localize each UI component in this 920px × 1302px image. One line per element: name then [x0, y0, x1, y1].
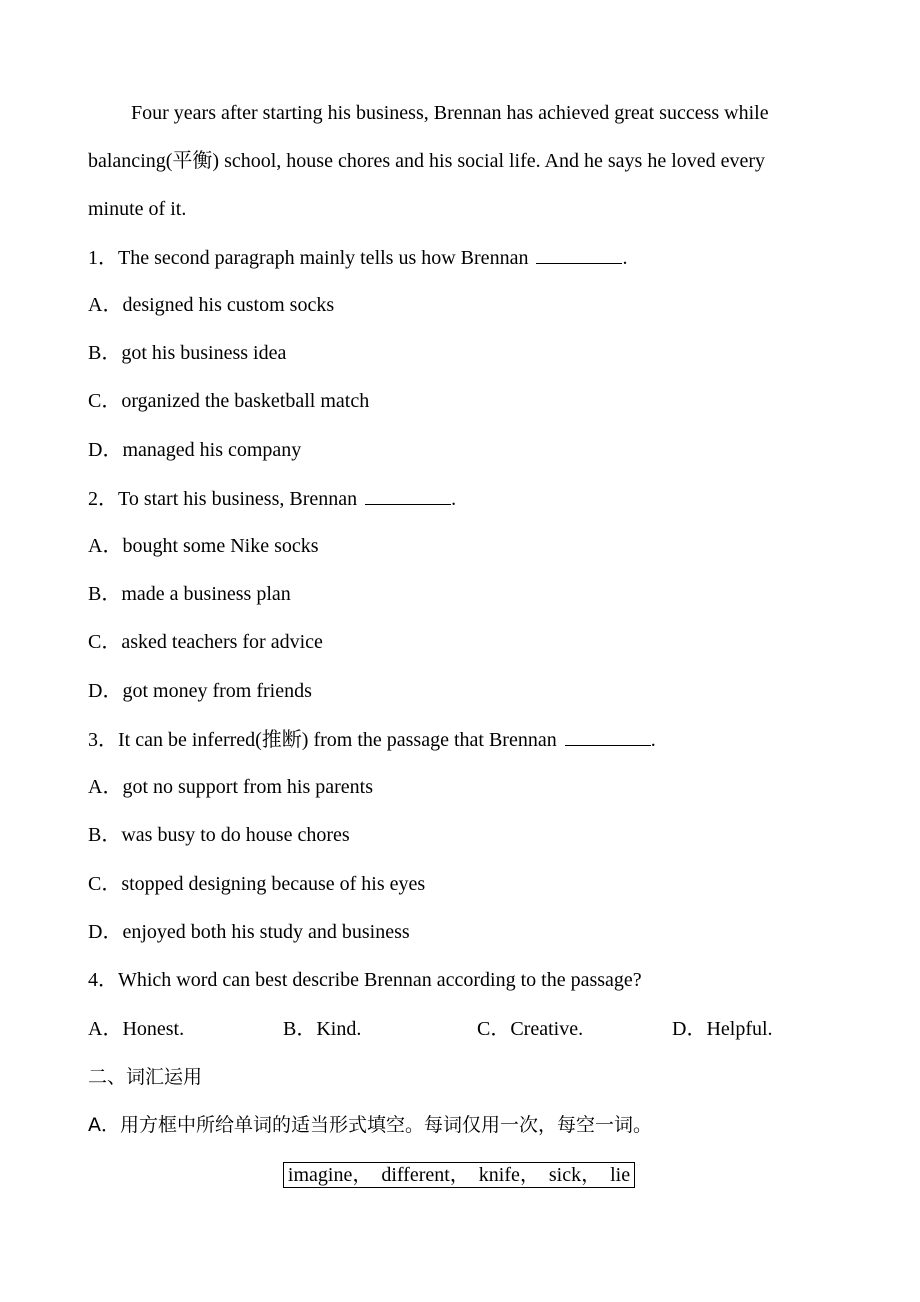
option-text: designed his custom socks — [122, 294, 335, 316]
option-text: Honest. — [122, 1018, 185, 1040]
question-number: 1． — [88, 247, 118, 269]
option-letter: A． — [88, 535, 123, 557]
option-4c[interactable] — [477, 1017, 583, 1041]
passage-line-3: minute of it. — [88, 198, 187, 220]
question-stem: It can be inferred(推断) from the passage that Brennan — [118, 729, 557, 751]
option-text: bought some Nike socks — [122, 535, 319, 557]
option-2a[interactable] — [88, 534, 319, 558]
question-3 — [88, 727, 656, 752]
option-letter: C． — [477, 1018, 511, 1040]
question-end: . — [451, 488, 457, 510]
option-2b[interactable] — [88, 582, 291, 606]
option-2c[interactable] — [88, 630, 323, 654]
option-text: Creative. — [510, 1018, 584, 1040]
option-text: stopped designing because of his eyes — [121, 873, 426, 895]
question-number: 3． — [88, 729, 118, 751]
option-text: Kind. — [316, 1018, 362, 1040]
option-letter: B． — [88, 583, 122, 605]
section-instruction: A．用方框中所给单词的适当形式填空。每词仅用一次，每空一词。 — [88, 1114, 652, 1136]
option-4b[interactable] — [283, 1017, 361, 1041]
question-stem: Which word can best describe Brennan according to the passage? — [118, 969, 642, 991]
option-1a[interactable] — [88, 293, 334, 317]
option-1c[interactable] — [88, 389, 369, 413]
option-text: enjoyed both his study and business — [122, 921, 410, 943]
option-letter: C． — [88, 631, 122, 653]
passage-line-2: balancing(平衡) school, house chores and his social life. And he says he loved every — [88, 150, 766, 172]
answer-blank[interactable] — [365, 486, 451, 505]
question-4 — [88, 968, 642, 992]
question-number: 4． — [88, 969, 118, 991]
option-text: asked teachers for advice — [121, 631, 323, 653]
option-3c[interactable] — [88, 872, 425, 896]
option-text: got no support from his parents — [122, 776, 373, 798]
question-end: . — [622, 247, 628, 269]
option-2d[interactable] — [88, 679, 312, 703]
option-letter: D． — [672, 1018, 707, 1040]
option-text: was busy to do house chores — [121, 824, 350, 846]
option-text: organized the basketball match — [121, 390, 370, 412]
option-letter: D． — [88, 680, 123, 702]
option-text: Helpful. — [706, 1018, 773, 1040]
option-3d[interactable] — [88, 920, 410, 944]
passage-line-1: Four years after starting his business, Brennan has achieved great success while — [131, 102, 769, 124]
option-1b[interactable] — [88, 341, 286, 365]
option-letter: A． — [88, 1018, 123, 1040]
section-title: 二、词汇运用 — [88, 1066, 203, 1088]
option-1d[interactable] — [88, 438, 301, 462]
option-letter: C． — [88, 390, 122, 412]
option-letter: D． — [88, 439, 123, 461]
option-4d[interactable] — [672, 1017, 773, 1041]
answer-blank[interactable] — [565, 727, 651, 746]
question-stem: To start his business, Brennan — [118, 488, 358, 510]
question-end: . — [650, 729, 656, 751]
option-letter: B． — [88, 824, 122, 846]
option-text: managed his company — [122, 439, 302, 461]
question-2 — [88, 486, 456, 511]
question-stem: The second paragraph mainly tells us how Brennan — [118, 247, 529, 269]
question-1 — [88, 245, 627, 270]
word-box-text: imagine， different， knife， sick， lie — [287, 1164, 631, 1186]
option-3b[interactable] — [88, 823, 350, 847]
option-letter: A． — [88, 294, 123, 316]
question-4-options — [88, 1017, 868, 1041]
option-letter: C． — [88, 873, 122, 895]
option-text: made a business plan — [121, 583, 291, 605]
option-letter: A． — [88, 776, 123, 798]
option-3a[interactable] — [88, 775, 373, 799]
option-letter: D． — [88, 921, 123, 943]
option-letter: B． — [88, 342, 122, 364]
question-number: 2． — [88, 488, 118, 510]
option-text: got his business idea — [121, 342, 287, 364]
option-4a[interactable] — [88, 1017, 184, 1041]
answer-blank[interactable] — [536, 245, 622, 264]
word-box — [283, 1162, 635, 1188]
option-letter: B． — [283, 1018, 317, 1040]
option-text: got money from friends — [122, 680, 312, 702]
